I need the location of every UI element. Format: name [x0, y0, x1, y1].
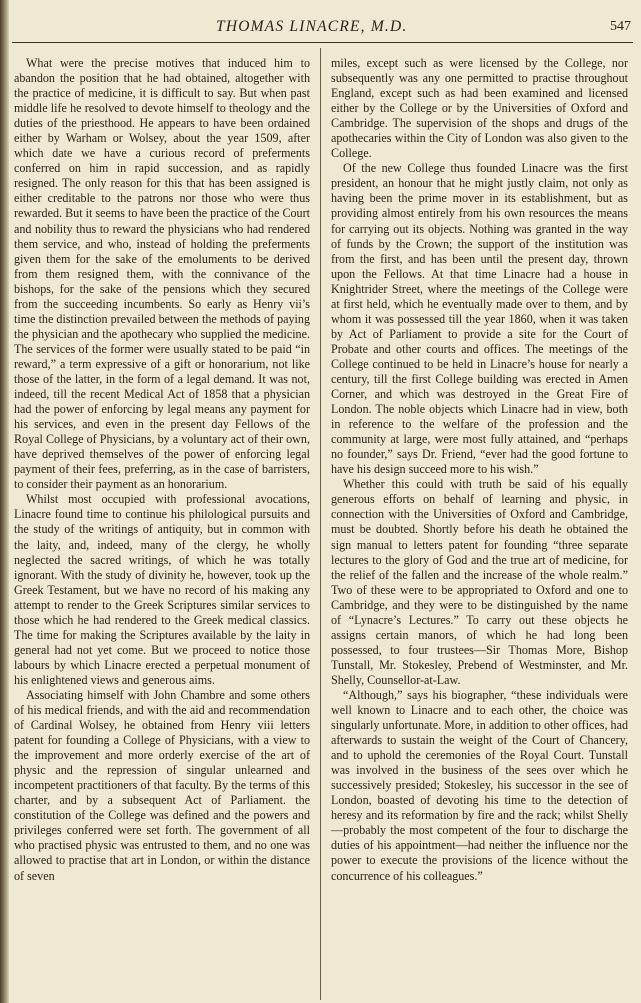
paragraph: “Although,” says his biographer, “these individuals were well known to Linacre and to each other, the choice was singularly unfortunate. More, in addition to other offices, had afterwards to sustain the weight of the Court of Chancery, and to uphold the ceremonies of the Royal Court. Tunstall was involved in the business of the sees over which he successively presided; Stokesley, his successor in the see of London, boasted of devoting his time to the detection of heresy and its reformation by fire and the rack; whilst Shelly—probably the most competent of the four to discharge the duties of his appointment—had neither the influence nor the power to execute the provisions of the licence without the concurrence of his colleagues.”	[331, 687, 629, 883]
paragraph: miles, except such as were licensed by the College, nor subsequently was any one permitted to practise throughout England, except such as had been examined and licensed either by the College or by the Universities of Oxford and Cambridge. The supervision of the shops and drugs of the apothecaries within the City of London was also given to the College.	[331, 56, 628, 161]
left-column	[14, 56, 310, 884]
right-column	[331, 56, 628, 884]
running-title: THOMAS LINACRE, M.D.	[216, 18, 408, 35]
page-number: 547	[610, 19, 631, 34]
header-rule	[12, 42, 633, 43]
paragraph: Whether this could with truth be said of his equally generous efforts on behalf of learning and physic, in connection with the Universities of Oxford and Cambridge, must be doubted. Shortly before his death he obtained the sign manual to letters patent for founding “three separate lectures to the glory of God and the true art of medicine, for the relief of the fallen and the increase of the whole realm.” Two of these were to be appropriated to Oxford and one to Cambridge, and they were to be distinguished by the name of “Lynacre’s Lectures.” To carry out these objects he assigns certain manors, of which he had long been possessed, to four trustees—Sir Thomas More, Bishop Tunstall, Mr. Stokesley, Prebend of Westminster, and Mr. Shelly, Counsellor-at-Law.	[331, 477, 628, 687]
paragraph: Whilst most occupied with professional avocations, Linacre found time to continue his philological pursuits and the study of the writings of antiquity, but in common with the laity, and, indeed, many of the clergy, he wholly neglected the sacred writings, of which he was totally ignorant. With the study of divinity he, however, took up the Greek Testament, but we have no record of his making any attempt to render to the Greek Scriptures similar services to those which he had rendered to the Greek medical classics. The time for making the Scriptures available by the laity in general had not yet come. But we proceed to notice those labours by which Linacre erected a perpetual monument of his enlightened views and generous aims.	[14, 492, 310, 687]
paragraph: What were the precise motives that induced him to abandon the position that he had obtained, altogether with the practice of medicine, it is difficult to say. But when past middle life he resolved to devote himself to theology and the duties of the priesthood. He appears to have been ordained either by Warham or Wolsey, about the year 1509, after which date we have a curious record of preferments conferred on him in rapid succession, and as rapidly resigned. The only reason for this that has been assigned is either creditable to the patrons nor those who were thus rewarded. But it seems to have been the practice of the Court and nobility thus to reward the physicians who had rendered them service, and who, instead of holding the preferments given them for the sake of the emoluments to be derived from them resigned them, with the connivance of the bishops, for the sake of the pensions which they secured from the succeeding incumbents. So early as Henry vii’s time the distinction prevailed between the methods of paying the physician and the apothecary who supplied the medicine. The services of the former were usually stated to be paid “in reward,” a term expressive of a gift or honorarium, not like those of the latter, in the form of a legal demand. It was not, indeed, till the recent Medical Act of 1858 that a physician had the power of enforcing by legal means any payment for his services, and even in the present day Fellows of the Royal College of Physicians, by a voluntary act of their own, have deprived themselves of the power of enforcing legal payment of their fees, preferring, as in the case of barristers, to consider their payment as an honorarium.	[14, 56, 310, 492]
column-divider	[320, 48, 321, 1000]
binding-gutter	[0, 0, 9, 1003]
running-header	[0, 18, 641, 38]
paragraph: Of the new College thus founded Linacre was the first president, an honour that he might justly claim, not only as having been the prime mover in its establishment, but as providing almost entirely from his own resources the means for carrying out its objects. Nothing was granted in the way of funds by the Crown; the support of the institution was from the first, and has been until the present day, thrown upon the Fellows. At that time Linacre had a house in Knightrider Street, where the meetings of the College were at first held, which he eventually made over to them, and by whom it was possessed till the year 1860, when it was taken by Act of Parliament to provide a site for the Court of Probate and other courts and offices. The meetings of the College continued to be held in Linacre’s house for nearly a century, till the first College building was erected in Amen Corner, and which was destroyed in the Great Fire of London. The noble objects which Linacre had in view, both in reference to the welfare of the profession and the community at large, were most fully attained, and “perhaps no founder,” says Dr. Friend, “ever had the good fortune to have his design succeed more to his wish.”	[331, 161, 628, 477]
paragraph: Associating himself with John Chambre and some others of his medical friends, and with the aid and recommendation of Cardinal Wolsey, he obtained from Henry viii letters patent for founding a College of Physicians, with a view to the improvement and more orderly exercise of the art of physic and the repression of singular unlearned and incompetent practitioners of that faculty. By the terms of this charter, and by a subsequent Act of Parliament. the constitution of the College was defined and the powers and privileges conferred were set forth. The government of all who practised physic was entrusted to them, and no one was allowed to practise that art in London, or within the distance of seven	[14, 687, 310, 883]
